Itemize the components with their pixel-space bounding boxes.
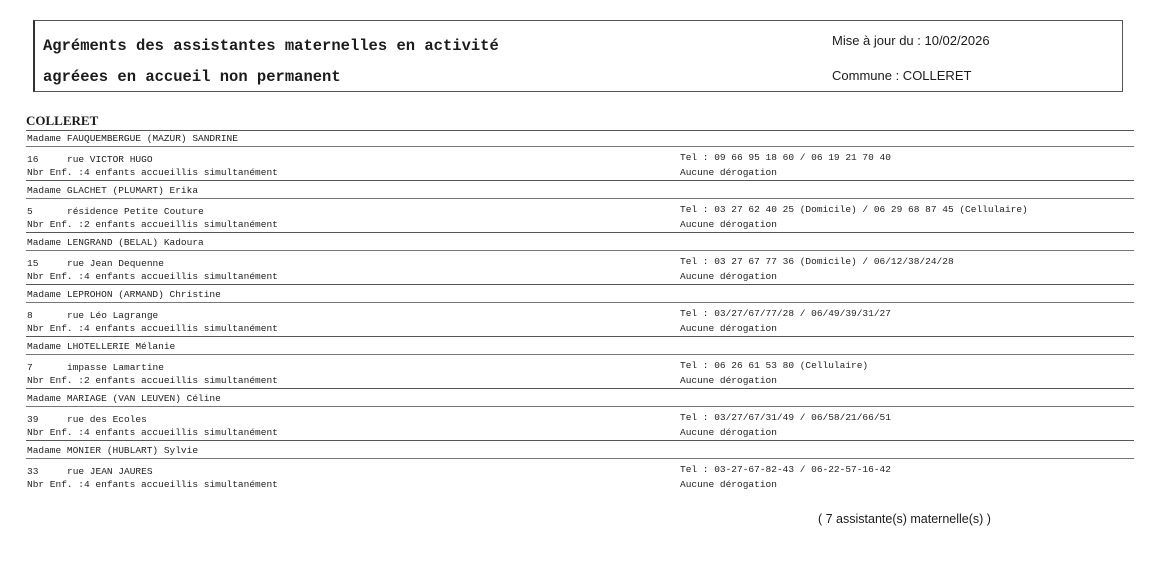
list-item xyxy=(0,443,1160,495)
phone: Tel : 09 66 95 18 60 / 06 19 21 70 40 xyxy=(680,152,891,163)
street-number: 16 xyxy=(27,154,39,165)
assistant-address xyxy=(27,466,153,477)
street-name: rue des Ecoles xyxy=(67,414,147,425)
record-divider xyxy=(26,440,1134,441)
derogation: Aucune dérogation xyxy=(680,323,777,334)
derogation: Aucune dérogation xyxy=(680,375,777,386)
derogation: Aucune dérogation xyxy=(680,167,777,178)
derogation: Aucune dérogation xyxy=(680,479,777,490)
row-divider xyxy=(26,302,1134,303)
street-name: rue Léo Lagrange xyxy=(67,310,159,321)
record-divider xyxy=(26,284,1134,285)
phone: Tel : 03 27 62 40 25 (Domicile) / 06 29 68 87 45 (Cellulaire) xyxy=(680,204,1028,215)
phone: Tel : 03/27/67/77/28 / 06/49/39/31/27 xyxy=(680,308,891,319)
assistant-address xyxy=(27,206,204,217)
assistant-address xyxy=(27,362,164,373)
document-subtitle: agréees en accueil non permanent xyxy=(43,68,341,86)
capacity: Nbr Enf. :2 enfants accueillis simultanément xyxy=(27,219,278,230)
record-divider xyxy=(26,336,1134,337)
phone: Tel : 06 26 61 53 80 (Cellulaire) xyxy=(680,360,869,371)
street-number: 8 xyxy=(27,310,33,321)
assistant-name: Madame LENGRAND (BELAL) Kadoura xyxy=(27,237,204,248)
street-name: rue VICTOR HUGO xyxy=(67,154,153,165)
capacity: Nbr Enf. :4 enfants accueillis simultanément xyxy=(27,271,278,282)
list-item xyxy=(0,339,1160,391)
street-name: rue JEAN JAURES xyxy=(67,466,153,477)
list-item xyxy=(0,131,1160,183)
derogation: Aucune dérogation xyxy=(680,427,777,438)
capacity: Nbr Enf. :4 enfants accueillis simultanément xyxy=(27,167,278,178)
street-name: résidence Petite Couture xyxy=(67,206,204,217)
record-divider xyxy=(26,388,1134,389)
row-divider xyxy=(26,198,1134,199)
document-header xyxy=(33,20,1123,92)
street-number: 39 xyxy=(27,414,39,425)
street-number: 15 xyxy=(27,258,39,269)
assistant-name: Madame MONIER (HUBLART) Sylvie xyxy=(27,445,199,456)
commune-label: Commune : COLLERET xyxy=(832,68,972,83)
street-number: 5 xyxy=(27,206,33,217)
row-divider xyxy=(26,406,1134,407)
assistant-address xyxy=(27,310,158,321)
street-name: rue Jean Dequenne xyxy=(67,258,164,269)
street-number: 7 xyxy=(27,362,33,373)
commune-heading: COLLERET xyxy=(26,113,99,128)
phone: Tel : 03-27-67-82-43 / 06-22-57-16-42 xyxy=(680,464,891,475)
assistant-name: Madame MARIAGE (VAN LEUVEN) Céline xyxy=(27,393,221,404)
phone: Tel : 03/27/67/31/49 / 06/58/21/66/51 xyxy=(680,412,891,423)
street-name: impasse Lamartine xyxy=(67,362,164,373)
assistant-name: Madame LEPROHON (ARMAND) Christine xyxy=(27,289,221,300)
update-date: Mise à jour du : 10/02/2026 xyxy=(832,33,990,48)
assistant-address xyxy=(27,414,147,425)
record-divider xyxy=(26,180,1134,181)
row-divider xyxy=(26,250,1134,251)
list-item xyxy=(0,235,1160,287)
list-item xyxy=(0,287,1160,339)
assistant-name: Madame GLACHET (PLUMART) Erika xyxy=(27,185,199,196)
assistant-address xyxy=(27,258,164,269)
list-item xyxy=(0,183,1160,235)
capacity: Nbr Enf. :4 enfants accueillis simultanément xyxy=(27,427,278,438)
assistant-name: Madame LHOTELLERIE Mélanie xyxy=(27,341,176,352)
assistant-address xyxy=(27,154,153,165)
assistant-name: Madame FAUQUEMBERGUE (MAZUR) SANDRINE xyxy=(27,133,238,144)
street-number: 33 xyxy=(27,466,39,477)
capacity: Nbr Enf. :2 enfants accueillis simultanément xyxy=(27,375,278,386)
row-divider xyxy=(26,354,1134,355)
capacity: Nbr Enf. :4 enfants accueillis simultanément xyxy=(27,323,278,334)
list-item xyxy=(0,391,1160,443)
row-divider xyxy=(26,146,1134,147)
assistant-count: ( 7 assistante(s) maternelle(s) ) xyxy=(818,512,991,526)
phone: Tel : 03 27 67 77 36 (Domicile) / 06/12/38/24/28 xyxy=(680,256,954,267)
record-divider xyxy=(26,232,1134,233)
capacity: Nbr Enf. :4 enfants accueillis simultanément xyxy=(27,479,278,490)
derogation: Aucune dérogation xyxy=(680,271,777,282)
row-divider xyxy=(26,458,1134,459)
derogation: Aucune dérogation xyxy=(680,219,777,230)
document-title: Agréments des assistantes maternelles en activité xyxy=(43,37,499,55)
